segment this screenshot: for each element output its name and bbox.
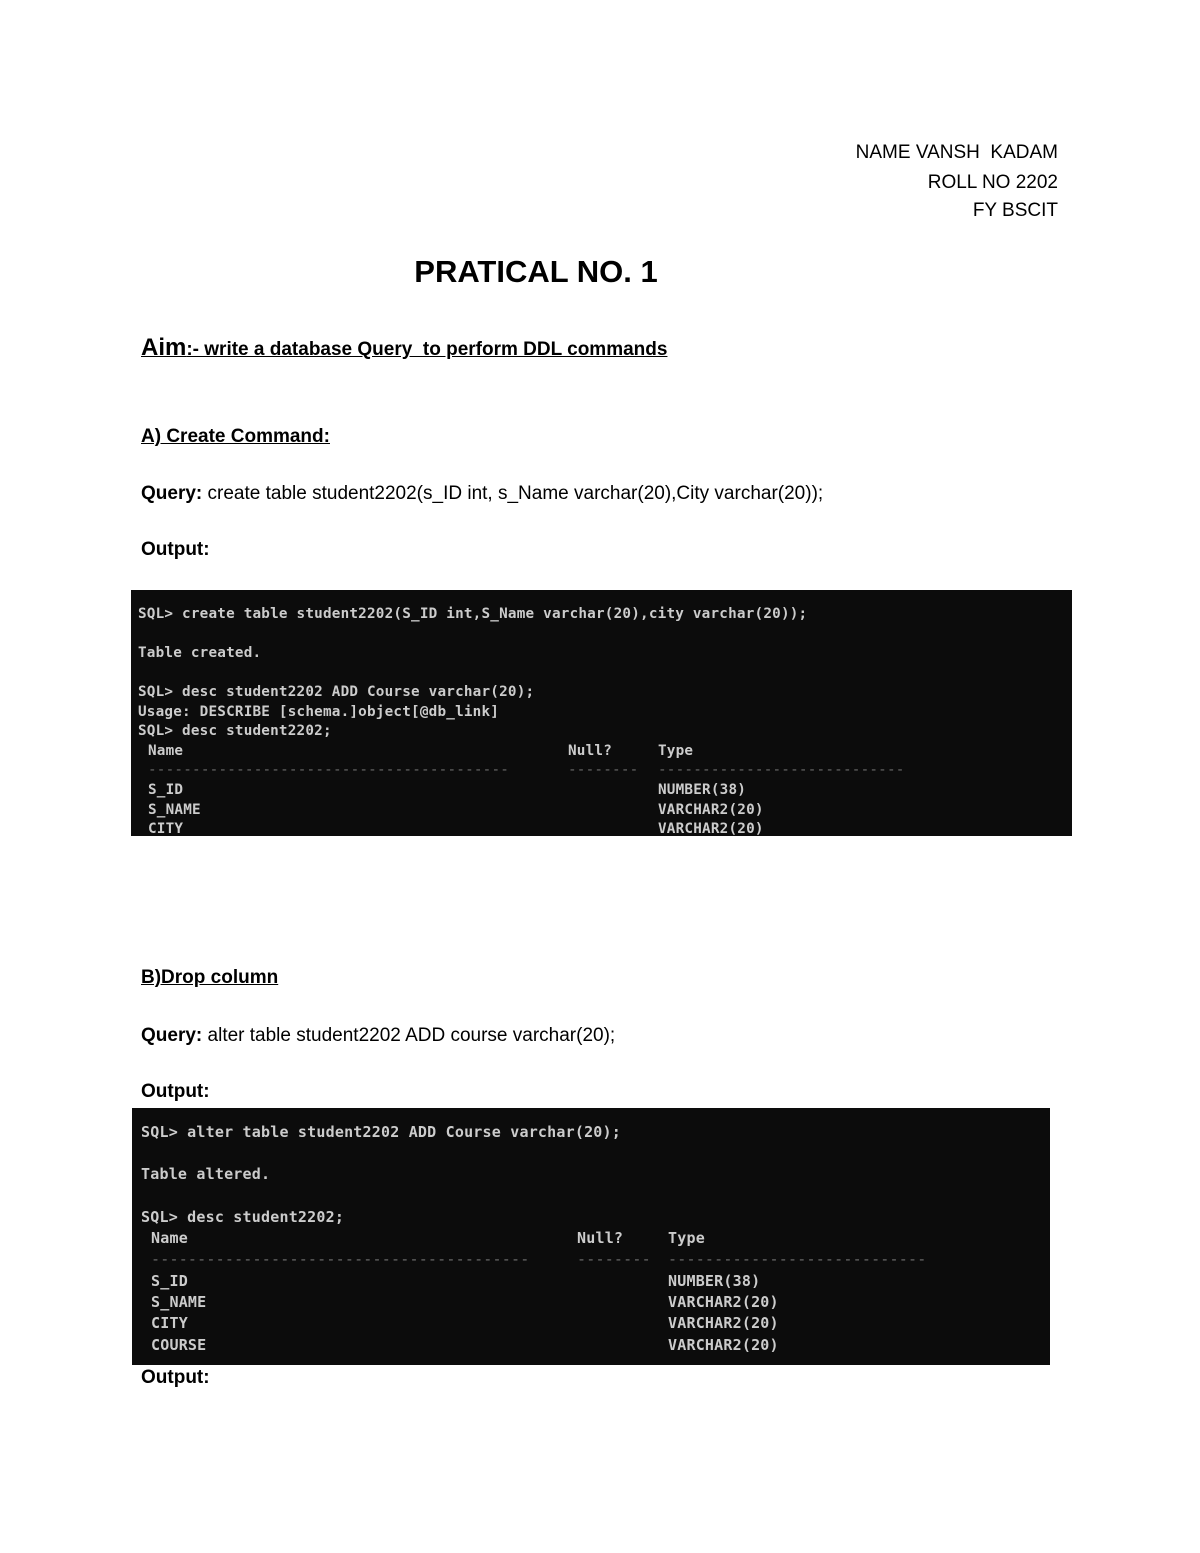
table-row-name: S_NAME [148, 802, 201, 818]
section-b-heading: B)Drop column [141, 967, 279, 988]
column-header-null: Null? [577, 1229, 624, 1247]
section-a-terminal-output [131, 590, 1072, 836]
table-row-type: VARCHAR2(20) [668, 1314, 779, 1332]
section-a-heading: A) Create Command: [141, 426, 330, 447]
table-row-type: VARCHAR2(20) [668, 1293, 779, 1311]
column-header-type: Type [658, 743, 694, 759]
section-b-output-label-2: Output: [141, 1367, 210, 1388]
separator-type: ---------------------------- [668, 1250, 927, 1268]
section-a-query [141, 483, 823, 505]
terminal-line: SQL> desc student2202; [141, 1208, 345, 1226]
section-b-output-label: Output: [141, 1081, 210, 1102]
terminal-line: SQL> desc student2202; [138, 723, 332, 739]
class-name: FY BSCIT [972, 200, 1058, 221]
table-row-name: CITY [151, 1314, 188, 1332]
section-b-query [141, 1025, 615, 1047]
column-header-type: Type [668, 1229, 705, 1247]
aim-text: :- write a database Query to perform DDL commands [186, 339, 668, 360]
terminal-line: Table altered. [141, 1165, 271, 1183]
table-row-type: NUMBER(38) [658, 782, 747, 798]
column-header-null: Null? [568, 743, 613, 759]
aim-label: Aim [141, 334, 187, 361]
section-b-query-label: Query: [141, 1025, 203, 1046]
section-a-query-text: create table student2202(s_ID int, s_Name varchar(20),City varchar(20)); [202, 483, 824, 504]
separator-name: ----------------------------------------- [148, 762, 510, 778]
section-a-output-label: Output: [141, 539, 210, 560]
table-row-name: S_NAME [151, 1293, 207, 1311]
table-row-type: VARCHAR2(20) [668, 1336, 779, 1354]
table-row-type: VARCHAR2(20) [658, 821, 764, 836]
table-row-name: S_ID [151, 1272, 188, 1290]
column-header-name: Name [148, 743, 184, 759]
table-row-type: NUMBER(38) [668, 1272, 761, 1290]
page-title [0, 254, 1072, 290]
separator-type: ---------------------------- [658, 762, 905, 778]
column-header-name: Name [151, 1229, 188, 1247]
table-row-name: CITY [148, 821, 184, 836]
table-row-name: COURSE [151, 1336, 207, 1354]
separator-null: -------- [577, 1250, 651, 1268]
separator-null: -------- [568, 762, 639, 778]
terminal-line: SQL> alter table student2202 ADD Course varchar(20); [141, 1123, 621, 1141]
terminal-line: SQL> desc student2202 ADD Course varchar(20); [138, 684, 535, 700]
terminal-line: Table created. [138, 645, 262, 661]
aim-line [141, 334, 667, 362]
roll-number: ROLL NO 2202 [927, 172, 1058, 193]
table-row-type: VARCHAR2(20) [658, 802, 764, 818]
student-name: NAME VANSH KADAM [855, 142, 1058, 163]
table-row-name: S_ID [148, 782, 184, 798]
section-a-query-label: Query: [141, 483, 203, 504]
separator-name: ----------------------------------------- [151, 1250, 530, 1268]
section-b-query-text: alter table student2202 ADD course varchar(20); [202, 1025, 616, 1046]
page-title-text: PRATICAL NO. 1 [414, 254, 658, 289]
terminal-line: Usage: DESCRIBE [schema.]object[@db_link] [138, 704, 500, 720]
section-b-terminal-output [132, 1108, 1050, 1365]
terminal-line: SQL> create table student2202(S_ID int,S_Name varchar(20),city varchar(20)); [138, 606, 808, 622]
